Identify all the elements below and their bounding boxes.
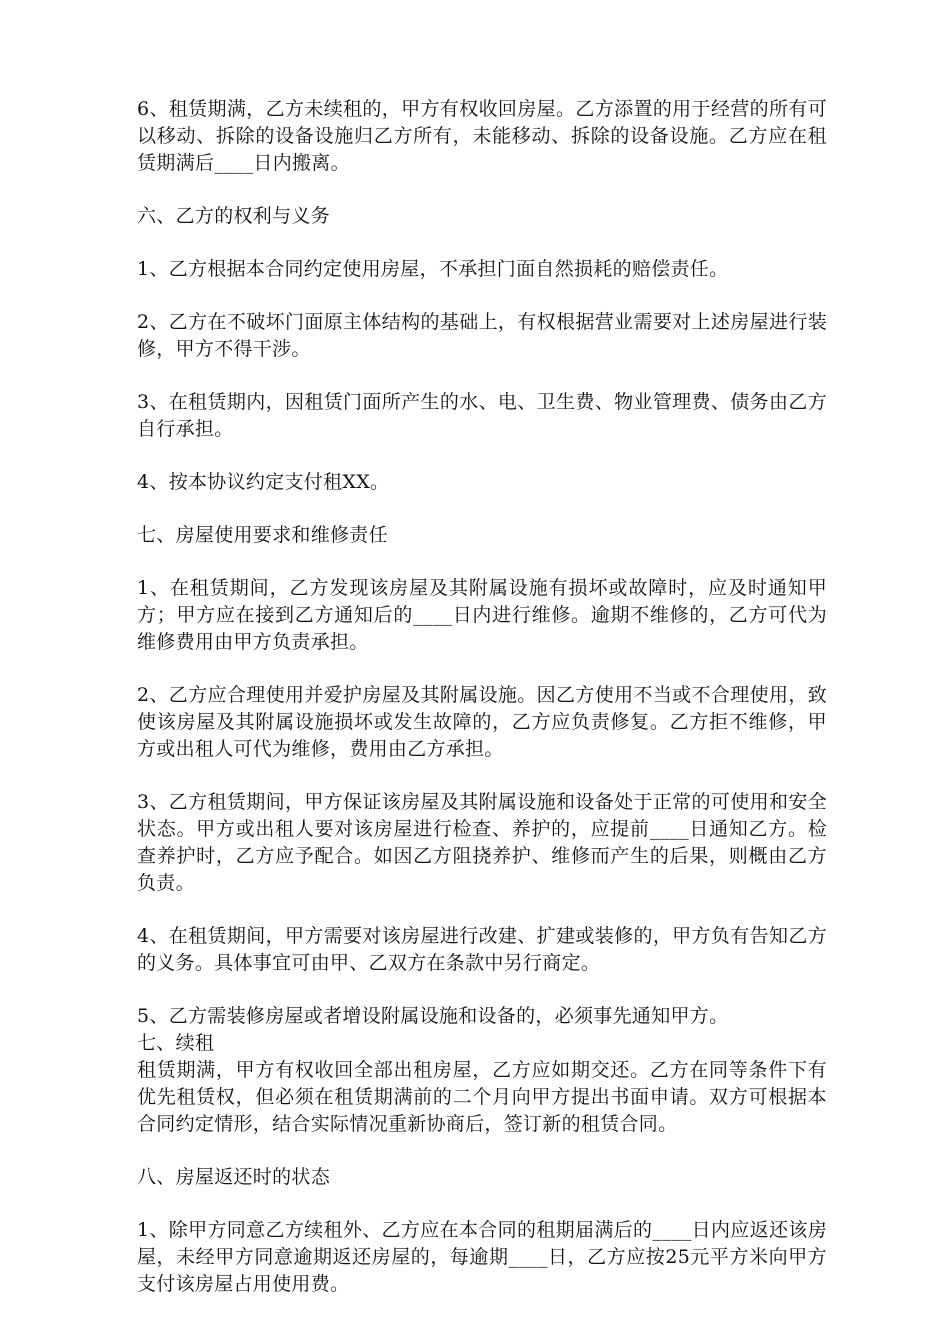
section-8-heading: 八、房屋返还时的状态 [137, 1166, 331, 1188]
renewal-paragraph: 租赁期满，甲方有权收回全部出租房屋，乙方应如期交还。乙方在同等条件下有优先租赁权，但必须在租赁期满前的二个月向甲方提出书面申请。双方可根据本合同约定情形，结合实际情况重新协商后，签订新的租赁合同。 [137, 1059, 827, 1135]
renewal-heading: 七、续租 [137, 1032, 215, 1054]
section-7-heading: 七、房屋使用要求和维修责任 [137, 524, 388, 546]
clause-6-4-paragraph: 4、按本协议约定支付租XX。 [137, 471, 390, 493]
clause-7-5-paragraph: 5、乙方需装修房屋或者增设附属设施和设备的，必须事先通知甲方。 [137, 1005, 729, 1027]
clause-5-6-paragraph: 6、租赁期满，乙方未续租的，甲方有权收回房屋。乙方添置的用于经营的所有可以移动、拆除的设备设施归乙方所有，未能移动、拆除的设备设施。乙方应在租赁期满后____日内搬离。 [137, 98, 827, 174]
clause-6-2-paragraph: 2、乙方在不破坏门面原主体结构的基础上，有权根据营业需要对上述房屋进行装修，甲方不得干涉。 [137, 311, 827, 360]
clause-7-1-paragraph: 1、在租赁期间，乙方发现该房屋及其附属设施有损坏或故障时，应及时通知甲方；甲方应在接到乙方通知后的____日内进行维修。逾期不维修的，乙方可代为维修费用由甲方负责承担。 [137, 577, 827, 653]
clause-7-2-paragraph: 2、乙方应合理使用并爱护房屋及其附属设施。因乙方使用不当或不合理使用，致使该房屋及其附属设施损坏或发生故障的，乙方应负责修复。乙方拒不维修，甲方或出租人可代为维修，费用由乙方承担。 [137, 684, 827, 760]
section-6-heading: 六、乙方的权利与义务 [137, 205, 331, 227]
clause-7-3-paragraph: 3、乙方租赁期间，甲方保证该房屋及其附属设施和设备处于正常的可使用和安全状态。甲方或出租人要对该房屋进行检查、养护的，应提前____日通知乙方。检查养护时，乙方应予配合。如因乙方阻挠养护、维修而产生的后果，则概由乙方负责。 [137, 791, 827, 894]
clause-6-3-paragraph: 3、在租赁期内，因租赁门面所产生的水、电、卫生费、物业管理费、债务由乙方自行承担。 [137, 391, 827, 440]
clause-7-4-paragraph: 4、在租赁期间，甲方需要对该房屋进行改建、扩建或装修的，甲方负有告知乙方的义务。具体事宜可由甲、乙双方在条款中另行商定。 [137, 925, 827, 974]
clause-6-1-paragraph: 1、乙方根据本合同约定使用房屋，不承担门面自然损耗的赔偿责任。 [137, 258, 729, 280]
document-page [137, 96, 827, 1324]
clause-8-1-paragraph: 1、除甲方同意乙方续租外、乙方应在本合同的租期届满后的____日内应返还该房屋，未经甲方同意逾期返还房屋的，每逾期____日，乙方应按25元平方米向甲方支付该房屋占用使用费。 [137, 1219, 827, 1295]
